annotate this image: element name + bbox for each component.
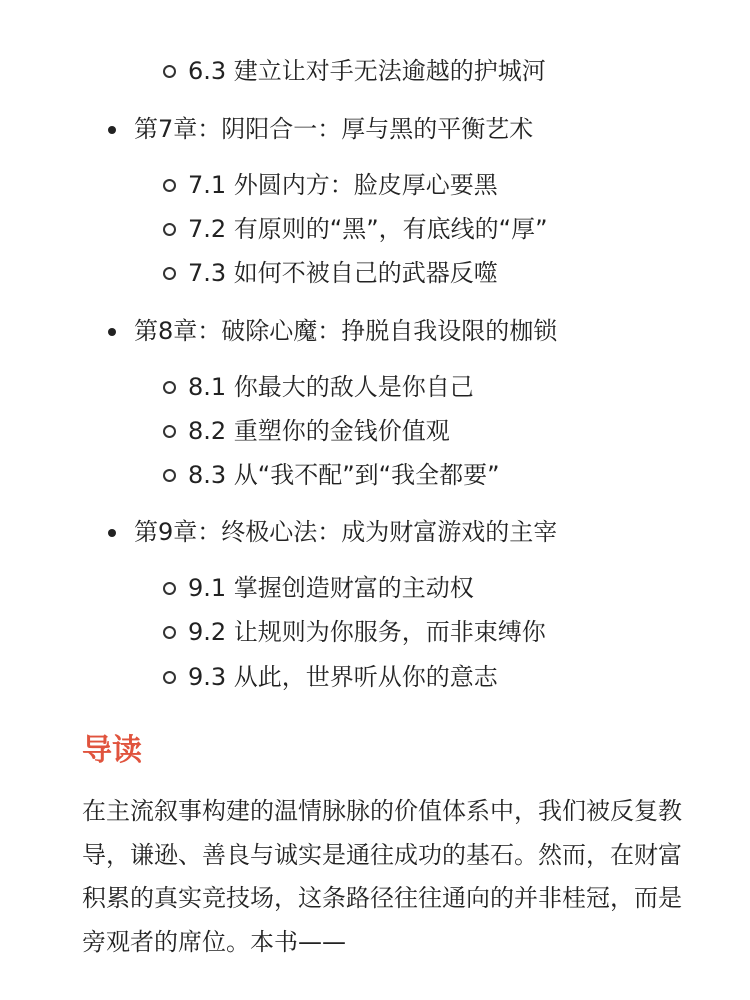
toc-section-label: 8.3 从“我不配”到“我全都要”: [188, 461, 500, 489]
toc-section-label: 9.2 让规则为你服务，而非束缚你: [188, 618, 546, 646]
toc-section-label: 7.1 外圆内方：脸皮厚心要黑: [188, 171, 498, 199]
intro-heading: 导读: [82, 733, 142, 768]
toc-chapter-label: 第7章：阴阳合一：厚与黑的平衡艺术: [134, 115, 534, 143]
toc-section-label: 7.2 有原则的“黑”，有底线的“厚”: [188, 215, 548, 243]
toc-section-label: 6.3 建立让对手无法逾越的护城河: [188, 57, 546, 85]
toc-section-label: 9.3 从此，世界听从你的意志: [188, 663, 498, 691]
toc-section-label: 8.2 重塑你的金钱价值观: [188, 417, 450, 445]
toc-chapter-label: 第9章：终极心法：成为财富游戏的主宰: [134, 518, 558, 546]
toc-section-label: 7.3 如何不被自己的武器反噬: [188, 259, 498, 287]
toc-chapter-label: 第8章：破除心魔：挣脱自我设限的枷锁: [134, 317, 558, 345]
toc-section-label: 8.1 你最大的敌人是你自己: [188, 373, 474, 401]
toc-section-label: 9.1 掌握创造财富的主动权: [188, 574, 474, 602]
intro-paragraph: 在主流叙事构建的温情脉脉的价值体系中，我们被反复教导，谦逊、善良与诚实是通往成功的基石。然而，在财富积累的真实竞技场，这条路径往往通向的并非桂冠，而是旁观者的席位。本书——: [82, 797, 682, 956]
